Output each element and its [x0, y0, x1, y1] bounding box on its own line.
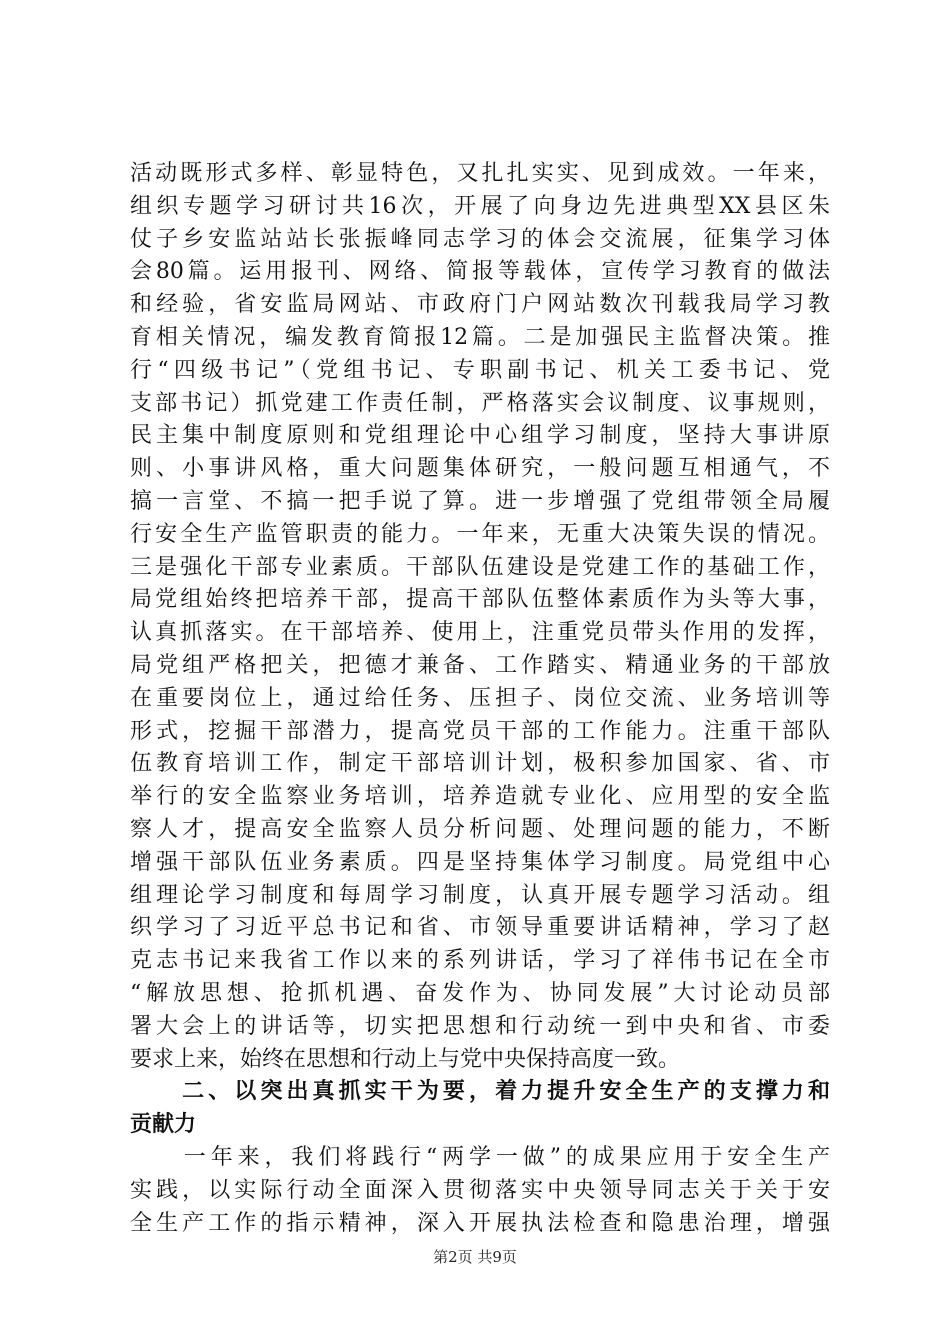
text-line: 和经验，省安监局网站、市政府门户网站数次刊载我局学习教	[130, 292, 830, 318]
section-heading	[130, 1076, 830, 1142]
text-line: 实践，以实际行动全面深入贯彻落实中央领导同志关于关于安	[130, 1177, 830, 1203]
text-line: 局党组严格把关，把德才兼备、工作踏实、精通业务的干部放	[130, 652, 830, 678]
text-line: 形式，挖掘干部潜力，提高党员干部的工作能力。注重干部队	[130, 718, 830, 744]
paragraph-1	[130, 158, 830, 1076]
text-line: 民主集中制度原则和党组理论中心组学习制度，坚持大事讲原	[130, 423, 830, 449]
text-line: 察人才，提高安全监察人员分析问题、处理问题的能力，不断	[130, 816, 830, 842]
text-line: 活动既形式多样、彰显特色，又扎扎实实、见到成效。一年来，	[130, 161, 830, 186]
text-line: 举行的安全监察业务培训，培养造就专业化、应用型的安全监	[130, 784, 830, 810]
text-line: 织学习了习近平总书记和省、市领导重要讲话精神，学习了赵	[130, 915, 830, 941]
text-line: 全生产工作的指示精神，深入开展执法检查和隐患治理，增强	[130, 1210, 830, 1236]
text-line: 支部书记）抓党建工作责任制，严格落实会议制度、议事规则，	[130, 390, 830, 416]
heading-line: 贡献力	[130, 1112, 197, 1138]
text-line: 署大会上的讲话等，切实把思想和行动统一到中央和省、市委	[130, 1013, 830, 1039]
text-line: 组织专题学习研讨共16次，开展了向身边先进典型XX县区朱	[130, 193, 830, 219]
document-body	[130, 158, 830, 1240]
text-line: 组理论学习制度和每周学习制度，认真开展专题学习活动。组	[130, 882, 830, 908]
text-line: 仗子乡安监站站长张振峰同志学习的体会交流展，征集学习体	[130, 226, 830, 252]
page-number-footer: 第2页 共9页	[433, 1248, 517, 1266]
text-line: 一年来，我们将践行“两学一做”的成果应用于安全生产	[130, 1144, 830, 1170]
text-line: 会80篇。运用报刊、网络、简报等载体，宣传学习教育的做法	[130, 259, 830, 285]
text-line: 要求上来，始终在思想和行动上与党中央保持高度一致。	[130, 1046, 681, 1072]
text-line: 搞一言堂、不搞一把手说了算。进一步增强了党组带领全局履	[130, 488, 830, 514]
text-line: 在重要岗位上，通过给任务、压担子、岗位交流、业务培训等	[130, 685, 830, 711]
text-line: 认真抓落实。在干部培养、使用上，注重党员带头作用的发挥，	[130, 620, 830, 646]
text-line: 行“四级书记”（党组书记、专职副书记、机关工委书记、党	[130, 357, 830, 383]
text-line: 局党组始终把培养干部，提高干部队伍整体素质作为头等大事，	[130, 587, 830, 613]
text-line: 行安全生产监管职责的能力。一年来，无重大决策失误的情况。	[130, 521, 830, 547]
text-line: 克志书记来我省工作以来的系列讲话，学习了祥伟书记在全市	[130, 948, 830, 974]
heading-line: 二、以突出真抓实干为要，着力提升安全生产的支撑力和	[130, 1079, 830, 1105]
text-line: 育相关情况，编发教育简报12篇。二是加强民主监督决策。推	[130, 324, 830, 350]
text-line: 则、小事讲风格，重大问题集体研究，一般问题互相通气，不	[130, 456, 830, 482]
text-line: 伍教育培训工作，制定干部培训计划，极积参加国家、省、市	[130, 751, 830, 777]
text-line: 三是强化干部专业素质。干部队伍建设是党建工作的基础工作，	[130, 554, 830, 580]
text-line: 增强干部队伍业务素质。四是坚持集体学习制度。局党组中心	[130, 849, 830, 875]
paragraph-2	[130, 1142, 830, 1240]
text-line: “解放思想、抢抓机遇、奋发作为、协同发展”大讨论动员部	[130, 980, 830, 1006]
